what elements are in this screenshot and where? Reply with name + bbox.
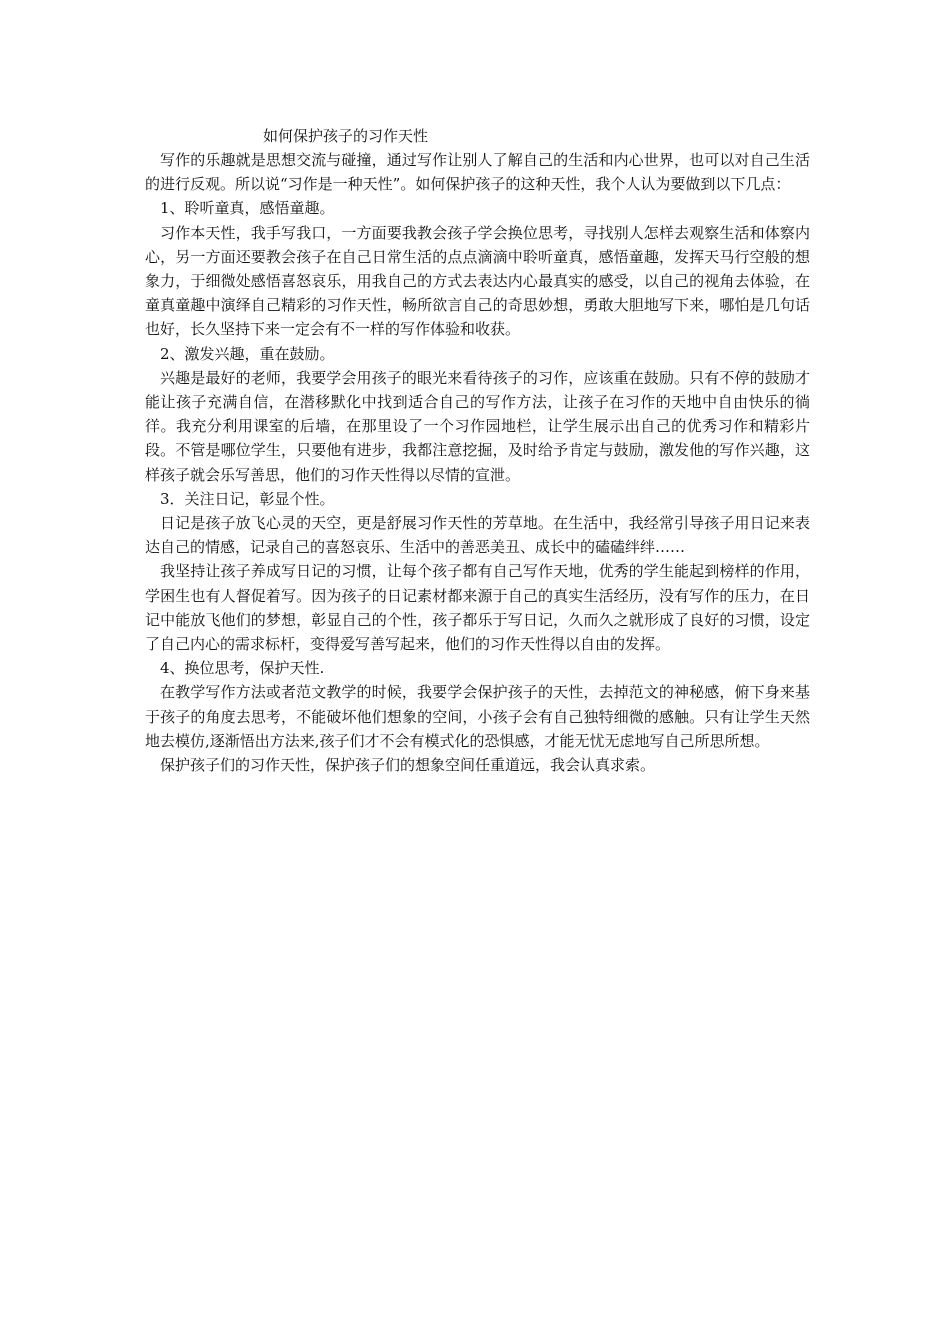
- paragraph-section-2: 兴趣是最好的老师，我要学会用孩子的眼光来看待孩子的习作，应该重在鼓励。只有不停的鼓励才能让孩子充满自信，在潜移默化中找到适合自己的写作方法，让孩子在习作的天地中自由快乐的徜徉。我充分利用课室的后墙，在那里设了一个习作园地栏，让学生展示出自己的优秀习作和精彩片段。不管是哪位学生，只要他有进步，我都注意挖掘，及时给予肯定与鼓励，激发他的写作兴趣，这样孩子就会乐写善思，他们的习作天性得以尽情的宣泄。: [145, 368, 810, 484]
- paragraph-conclusion: 保护孩子们的习作天性，保护孩子们的想象空间任重道远，我会认真求索。: [160, 756, 656, 775]
- section-heading-3: 3．关注日记，彰显个性。: [160, 489, 335, 508]
- document-page: [145, 124, 810, 777]
- paragraph-section-3a: 日记是孩子放飞心灵的天空，更是舒展习作天性的芳草地。在生活中，我经常引导孩子用日记来表达自己的情感，记录自己的喜怒哀乐、生活中的善恶美丑、成长中的磕磕绊绊……: [145, 514, 810, 557]
- paragraph-section-3b: 我坚持让孩子养成写日记的习惯，让每个孩子都有自己写作天地，优秀的学生能起到榜样的作用，学困生也有人督促着写。因为孩子的日记素材都来源于自己的真实生活经历，没有写作的压力，在日记中能放飞他们的梦想，彰显自己的个性，孩子都乐于写日记，久而久之就形成了良好的习惯，设定了自己内心的需求标杆，变得爱写善写起来，他们的习作天性得以自由的发挥。: [145, 562, 810, 654]
- section-heading-4: 4、换位思考，保护天性.: [160, 659, 325, 678]
- paragraph-intro: 写作的乐趣就是思想交流与碰撞，通过写作让别人了解自己的生活和内心世界，也可以对自己生活的进行反观。所以说“习作是一种天性”。如何保护孩子的这种天性，我个人认为要做到以下几点：: [145, 151, 810, 194]
- section-heading-2: 2、激发兴趣，重在鼓励。: [160, 344, 335, 363]
- paragraph-section-4: 在教学写作方法或者范文教学的时候，我要学会保护孩子的天性，去掉范文的神秘感，俯下身来基于孩子的角度去思考，不能破坏他们想象的空间，小孩子会有自己独特细微的感触。只有让学生天然地去模仿,逐渐悟出方法来,孩子们才不会有模式化的恐惧感，才能无忧无虑地写自己所思所想。: [145, 683, 810, 750]
- document-title: 如何保护孩子的习作天性: [263, 127, 429, 145]
- paragraph-section-1: 习作本天性，我手写我口，一方面要我教会孩子学会换位思考，寻找别人怎样去观察生活和体察内心，另一方面还要教会孩子在自己日常生活的点点滴滴中聆听童真，感悟童趣，发挥天马行空般的想象力，于细微处感悟喜怒哀乐，用我自己的方式去表达内心最真实的感受，以自己的视角去体验，在童真童趣中演绎自己精彩的习作天性，畅所欲言自己的奇思妙想，勇敢大胆地写下来，哪怕是几句话也好，长久坚持下来一定会有不一样的写作体验和收获。: [145, 223, 810, 339]
- section-heading-1: 1、聆听童真，感悟童趣。: [160, 199, 335, 218]
